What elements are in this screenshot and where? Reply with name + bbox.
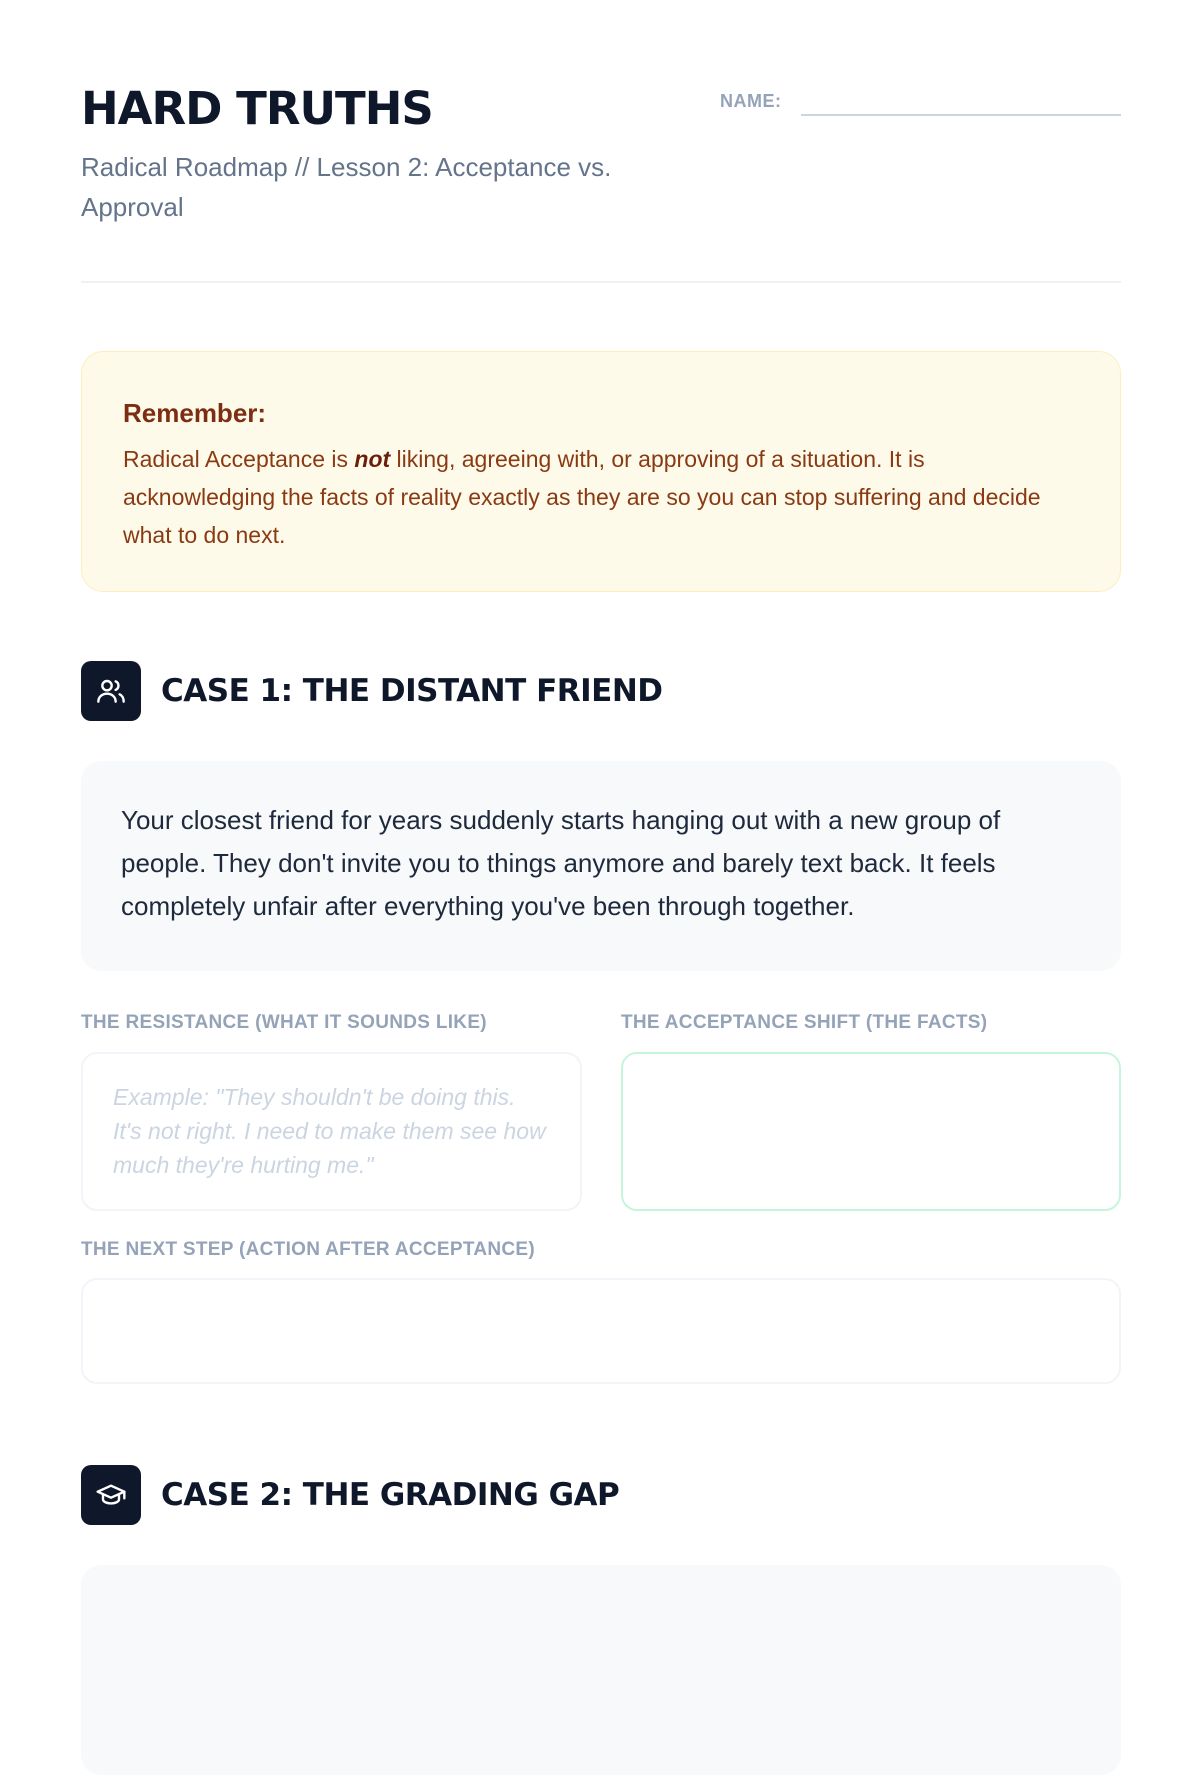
- callout-emphasis: not: [354, 446, 391, 472]
- name-label: NAME:: [720, 91, 782, 111]
- case2-header: [81, 1465, 1121, 1525]
- callout-title: Remember:: [123, 398, 267, 428]
- name-input-line[interactable]: [801, 114, 1121, 116]
- callout-body-end: liking, agreeing with, or approving of a situation. It is acknowledging the facts of reality exactly as they are so you can stop suffering and decide what to do next.: [123, 446, 1041, 548]
- callout-body-start: Radical Acceptance is: [123, 446, 355, 472]
- users-icon: [81, 661, 141, 721]
- case2-title: CASE 2: THE GRADING GAP: [161, 1477, 620, 1513]
- acceptance-input[interactable]: [621, 1052, 1121, 1211]
- next-step-input[interactable]: [81, 1278, 1121, 1384]
- case1-scenario-card: [81, 761, 1121, 971]
- graduation-cap-icon: [81, 1465, 141, 1525]
- case1-title: CASE 1: THE DISTANT FRIEND: [161, 673, 663, 709]
- acceptance-label: THE ACCEPTANCE SHIFT (THE FACTS): [621, 1012, 988, 1033]
- resistance-label: THE RESISTANCE (WHAT IT SOUNDS LIKE): [81, 1012, 487, 1033]
- page-title: HARD TRUTHS: [81, 82, 433, 135]
- case2-scenario-card: [81, 1565, 1121, 1775]
- case1-scenario-text: Your closest friend for years suddenly starts hanging out with a new group of people. They don't invite you to things anymore and barely text back. It feels completely unfair after everything you've been through together.: [121, 805, 1001, 921]
- page-subtitle: Radical Roadmap // Lesson 2: Acceptance vs. Approval: [81, 152, 612, 222]
- callout-body: [123, 440, 1083, 554]
- header-divider: [81, 281, 1121, 283]
- worksheet-header: [81, 0, 1121, 282]
- remember-callout: [81, 351, 1121, 592]
- name-field-row: [720, 86, 1121, 122]
- next-step-label: THE NEXT STEP (ACTION AFTER ACCEPTANCE): [81, 1239, 535, 1260]
- resistance-input[interactable]: [81, 1052, 582, 1211]
- case1-header: [81, 661, 1121, 721]
